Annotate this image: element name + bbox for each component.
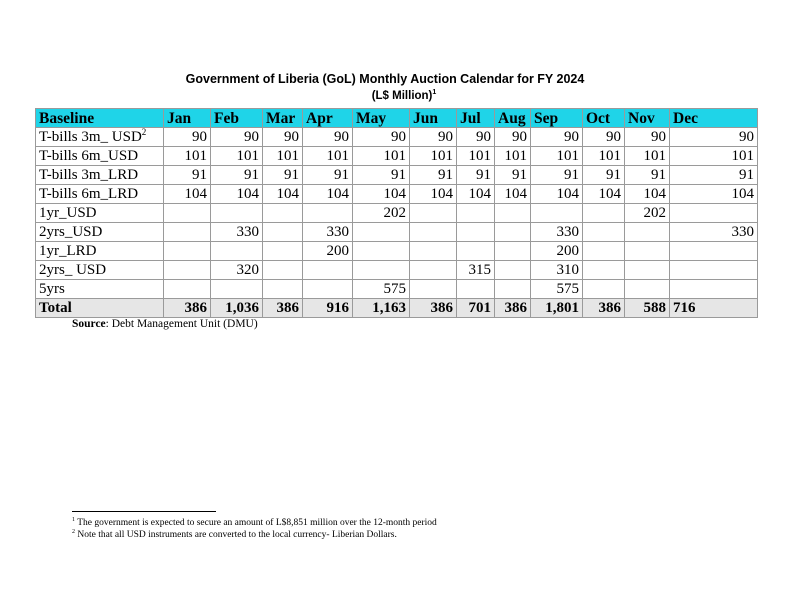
table-cell — [353, 223, 410, 242]
table-row — [36, 147, 758, 166]
table-cell: 101 — [625, 147, 670, 166]
table-cell: 90 — [164, 128, 211, 147]
row-label-text: T-bills 6m_USD — [39, 147, 139, 164]
footnote-number: 1 — [72, 517, 75, 523]
total-cell: 386 — [495, 299, 531, 318]
total-cell: 1,801 — [531, 299, 583, 318]
table-cell: 101 — [263, 147, 303, 166]
auction-calendar-table — [35, 108, 758, 318]
table-row — [36, 261, 758, 280]
table-cell: 330 — [670, 223, 758, 242]
column-header: Jun — [410, 109, 457, 128]
table-cell: 91 — [457, 166, 495, 185]
table-cell — [583, 280, 625, 299]
table-cell — [164, 204, 211, 223]
footnote-text: The government is expected to secure an amount of L$8,851 million over the 12-month period — [75, 518, 437, 528]
table-cell — [164, 280, 211, 299]
column-header: Dec — [670, 109, 758, 128]
row-label-text: 5yrs — [39, 280, 65, 297]
table-cell: 101 — [583, 147, 625, 166]
table-cell — [211, 280, 263, 299]
table-cell: 91 — [211, 166, 263, 185]
column-header: Aug — [495, 109, 531, 128]
table-cell: 104 — [263, 185, 303, 204]
subtitle-footnote-ref: 1 — [432, 89, 437, 96]
table-cell: 101 — [495, 147, 531, 166]
total-cell: 386 — [263, 299, 303, 318]
table-cell: 101 — [353, 147, 410, 166]
table-cell — [164, 242, 211, 261]
row-label — [36, 204, 164, 223]
column-header: Nov — [625, 109, 670, 128]
table-cell — [670, 242, 758, 261]
table-cell: 91 — [670, 166, 758, 185]
table-cell: 90 — [211, 128, 263, 147]
table-cell — [263, 280, 303, 299]
table-cell: 200 — [531, 242, 583, 261]
page-subtitle — [8, 89, 792, 102]
table-cell: 90 — [670, 128, 758, 147]
table-cell: 90 — [263, 128, 303, 147]
column-header: May — [353, 109, 410, 128]
table-cell — [410, 280, 457, 299]
total-cell: 916 — [303, 299, 353, 318]
table-cell — [625, 223, 670, 242]
column-header: Sep — [531, 109, 583, 128]
row-label — [36, 147, 164, 166]
table-cell: 91 — [263, 166, 303, 185]
source-text: : Debt Management Unit (DMU) — [105, 318, 258, 330]
table-cell: 320 — [211, 261, 263, 280]
table-cell — [583, 261, 625, 280]
table-cell: 104 — [353, 185, 410, 204]
table-cell: 101 — [410, 147, 457, 166]
table-cell — [303, 261, 353, 280]
total-cell: 588 — [625, 299, 670, 318]
total-cell: 386 — [583, 299, 625, 318]
table-cell — [495, 242, 531, 261]
source-note — [72, 318, 258, 330]
table-cell — [211, 204, 263, 223]
footnote-text: Note that all USD instruments are converted to the local currency- Liberian Dollars. — [75, 530, 397, 540]
table-cell — [164, 223, 211, 242]
table-cell: 104 — [211, 185, 263, 204]
table-cell: 104 — [457, 185, 495, 204]
column-header: Oct — [583, 109, 625, 128]
row-label-text: 2yrs_ USD — [39, 261, 107, 278]
table-row — [36, 185, 758, 204]
row-label — [36, 280, 164, 299]
table-cell — [410, 242, 457, 261]
column-header: Jan — [164, 109, 211, 128]
table-cell: 91 — [495, 166, 531, 185]
table-cell — [583, 204, 625, 223]
table-cell: 330 — [211, 223, 263, 242]
table-cell — [495, 280, 531, 299]
table-cell: 101 — [211, 147, 263, 166]
row-label — [36, 242, 164, 261]
row-label-text: 2yrs_USD — [39, 223, 103, 240]
table-cell: 90 — [583, 128, 625, 147]
table-cell: 104 — [670, 185, 758, 204]
table-cell — [410, 261, 457, 280]
source-label: Source — [72, 318, 106, 330]
page-title: Government of Liberia (GoL) Monthly Auction Calendar for FY 2024 — [185, 72, 585, 86]
table-cell: 330 — [531, 223, 583, 242]
table-cell — [263, 261, 303, 280]
table-cell: 91 — [531, 166, 583, 185]
table-cell: 90 — [353, 128, 410, 147]
table-row — [36, 128, 758, 147]
table-cell — [410, 204, 457, 223]
row-label-text: 1yr_LRD — [39, 242, 97, 259]
table-cell — [670, 280, 758, 299]
table-cell: 104 — [625, 185, 670, 204]
table-cell: 104 — [164, 185, 211, 204]
column-header: Apr — [303, 109, 353, 128]
table-cell: 91 — [164, 166, 211, 185]
table-cell: 315 — [457, 261, 495, 280]
row-label-text: T-bills 6m_LRD — [39, 185, 139, 202]
table-cell — [625, 242, 670, 261]
table-cell: 91 — [353, 166, 410, 185]
table-cell — [164, 261, 211, 280]
column-header: Jul — [457, 109, 495, 128]
table-cell — [303, 204, 353, 223]
table-row — [36, 204, 758, 223]
table-cell: 104 — [531, 185, 583, 204]
table-cell: 101 — [670, 147, 758, 166]
table-cell: 310 — [531, 261, 583, 280]
table-cell — [457, 242, 495, 261]
table-cell: 330 — [303, 223, 353, 242]
table-cell: 90 — [495, 128, 531, 147]
table-cell — [625, 280, 670, 299]
row-label — [36, 128, 164, 147]
table-cell: 91 — [303, 166, 353, 185]
table-row — [36, 280, 758, 299]
table-cell — [263, 242, 303, 261]
table-cell — [531, 204, 583, 223]
table-cell: 104 — [583, 185, 625, 204]
table-cell: 101 — [457, 147, 495, 166]
total-cell: 386 — [410, 299, 457, 318]
table-cell — [495, 204, 531, 223]
table-cell — [583, 223, 625, 242]
table-cell — [670, 261, 758, 280]
footnote-1 — [72, 517, 437, 528]
table-row — [36, 242, 758, 261]
table-cell: 101 — [303, 147, 353, 166]
row-label-text: T-bills 3m_LRD — [39, 166, 139, 183]
subtitle-text: (L$ Million) — [371, 90, 433, 102]
row-label — [36, 223, 164, 242]
table-cell — [263, 204, 303, 223]
table-cell — [457, 223, 495, 242]
table-cell — [410, 223, 457, 242]
footnote-number: 2 — [72, 529, 75, 535]
table-cell — [303, 280, 353, 299]
row-label — [36, 261, 164, 280]
total-cell: 1,163 — [353, 299, 410, 318]
table-cell: 90 — [625, 128, 670, 147]
table-cell — [495, 261, 531, 280]
total-cell: 716 — [670, 299, 758, 318]
table-cell — [625, 261, 670, 280]
table-cell — [457, 204, 495, 223]
table-cell — [670, 204, 758, 223]
total-cell: 701 — [457, 299, 495, 318]
column-header: Feb — [211, 109, 263, 128]
total-cell: 1,036 — [211, 299, 263, 318]
table-header-row — [36, 109, 758, 128]
table-cell — [495, 223, 531, 242]
total-cell: 386 — [164, 299, 211, 318]
row-label — [36, 185, 164, 204]
table-cell: 104 — [303, 185, 353, 204]
row-label-text: 1yr_USD — [39, 204, 97, 221]
table-cell: 90 — [410, 128, 457, 147]
row-label-text: T-bills 3m_ USD — [39, 128, 142, 145]
table-cell: 90 — [457, 128, 495, 147]
table-row — [36, 223, 758, 242]
table-cell: 90 — [303, 128, 353, 147]
table-row — [36, 166, 758, 185]
total-label: Total — [36, 299, 164, 318]
table-cell: 91 — [583, 166, 625, 185]
table-cell: 104 — [410, 185, 457, 204]
table-cell: 104 — [495, 185, 531, 204]
table-cell: 101 — [164, 147, 211, 166]
table-cell: 101 — [531, 147, 583, 166]
table-cell: 575 — [353, 280, 410, 299]
table-cell: 200 — [303, 242, 353, 261]
table-cell: 91 — [410, 166, 457, 185]
table-cell — [353, 242, 410, 261]
footnote-2 — [72, 529, 397, 540]
table-cell — [457, 280, 495, 299]
table-cell — [353, 261, 410, 280]
row-label — [36, 166, 164, 185]
table-cell — [263, 223, 303, 242]
footnote-divider — [72, 511, 216, 512]
table-cell — [583, 242, 625, 261]
table-cell — [211, 242, 263, 261]
table-cell: 91 — [625, 166, 670, 185]
column-header: Baseline — [36, 109, 164, 128]
table-cell: 90 — [531, 128, 583, 147]
table-cell: 575 — [531, 280, 583, 299]
row-footnote-ref: 2 — [141, 126, 147, 137]
table-cell: 202 — [353, 204, 410, 223]
total-row — [36, 299, 758, 318]
table-cell: 202 — [625, 204, 670, 223]
column-header: Mar — [263, 109, 303, 128]
